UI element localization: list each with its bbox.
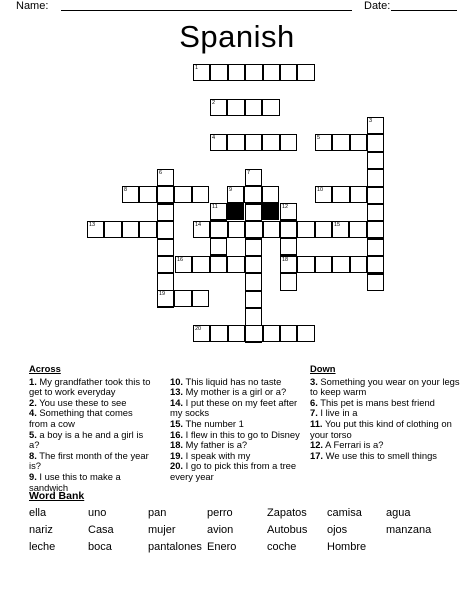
word-bank-word: perro	[207, 507, 233, 519]
crossword-cell[interactable]	[245, 325, 262, 342]
cell-number: 15	[334, 222, 341, 228]
crossword-cell[interactable]	[244, 186, 261, 203]
clue-number: 11.	[310, 417, 323, 429]
crossword-cell[interactable]	[228, 64, 245, 81]
crossword-cell[interactable]	[193, 325, 210, 342]
crossword-cell[interactable]	[157, 169, 174, 186]
word-bank-word: Casa	[88, 524, 114, 536]
crossword-cell[interactable]	[367, 169, 384, 186]
crossword-cell[interactable]	[210, 99, 227, 116]
clue-item	[29, 377, 154, 398]
crossword-cell[interactable]	[227, 134, 244, 151]
cell-number: 1	[195, 65, 199, 71]
clue-number: 4.	[29, 407, 37, 419]
crossword-cell[interactable]	[315, 186, 332, 203]
clue-text: The first month of the year is?	[29, 449, 149, 472]
crossword-cell[interactable]	[350, 256, 367, 273]
crossword-cell[interactable]	[297, 256, 314, 273]
clue-number: 1.	[29, 375, 37, 387]
clue-text: I live in a	[317, 407, 358, 419]
crossword-cell[interactable]	[280, 238, 297, 255]
crossword-cell[interactable]	[263, 64, 280, 81]
clue-item	[29, 408, 154, 429]
cell-number: 18	[282, 257, 289, 263]
crossword-cell[interactable]	[315, 134, 332, 151]
word-bank-word: Hombre	[327, 541, 367, 553]
crossword-cell[interactable]	[263, 325, 280, 342]
clue-number: 19.	[170, 449, 184, 461]
clue-number: 18.	[170, 439, 184, 451]
crossword-cell[interactable]	[245, 134, 262, 151]
clue-item	[29, 451, 154, 472]
crossword-cell[interactable]	[367, 274, 384, 291]
crossword-cell[interactable]	[175, 256, 192, 273]
crossword-cell[interactable]	[228, 221, 245, 238]
crossword-cell[interactable]	[192, 186, 209, 203]
cell-number: 3	[369, 118, 373, 124]
crossword-cell[interactable]	[280, 256, 297, 273]
cell-number: 6	[159, 170, 163, 176]
clue-text: I flew in this to go to Disney	[183, 428, 300, 440]
clue-text: I go to pick this from a tree every year	[170, 460, 297, 482]
word-bank-word: uno	[88, 507, 107, 519]
clue-text: You use these to see	[36, 396, 127, 408]
word-bank-word: pan	[148, 507, 167, 519]
crossword-cell[interactable]	[227, 256, 244, 273]
crossword-cell[interactable]	[332, 134, 349, 151]
word-bank-word: avion	[207, 524, 234, 536]
clue-text: This pet is mans best friend	[317, 396, 435, 408]
clue-number: 15.	[170, 417, 184, 429]
word-bank-title: Word Bank	[29, 490, 85, 502]
clue-number: 5.	[29, 428, 37, 440]
crossword-cell[interactable]	[280, 203, 297, 220]
crossword-cell[interactable]	[367, 204, 384, 221]
across-clues-continued	[170, 364, 310, 483]
crossword-cell[interactable]	[315, 256, 332, 273]
crossword-cell[interactable]	[297, 64, 314, 81]
cell-number: 11	[212, 204, 218, 210]
crossword-cell[interactable]	[262, 134, 279, 151]
down-heading: Down	[310, 363, 336, 374]
cell-number: 4	[212, 135, 216, 141]
crossword-block	[262, 203, 279, 220]
clue-text: This liquid has no taste	[183, 375, 282, 387]
crossword-cell[interactable]	[280, 64, 297, 81]
crossword-cell[interactable]	[332, 256, 349, 273]
clue-item	[310, 419, 460, 440]
crossword-cell[interactable]	[210, 256, 227, 273]
crossword-cell[interactable]	[174, 186, 191, 203]
crossword-cell[interactable]	[280, 221, 297, 238]
clue-text: A Ferrari is a?	[323, 439, 384, 451]
word-bank-word: pantalones	[148, 541, 202, 553]
cell-number: 13	[89, 222, 96, 228]
clue-text: Something that comes from a cow	[29, 407, 133, 429]
crossword-cell[interactable]	[157, 290, 174, 307]
clue-number: 3.	[310, 375, 318, 387]
clue-text: You put this kind of clothing on your torso	[310, 417, 452, 440]
crossword-cell[interactable]	[157, 239, 174, 256]
clue-item	[29, 430, 154, 451]
cell-number: 7	[247, 170, 251, 176]
clue-text: I speak with my	[183, 449, 251, 461]
name-label: Name:	[16, 0, 49, 12]
word-bank-word: ojos	[327, 524, 348, 536]
word-bank-word: agua	[386, 507, 411, 519]
crossword-cell[interactable]	[367, 239, 384, 256]
crossword-cell[interactable]	[174, 290, 191, 307]
word-bank-word: manzana	[386, 524, 432, 536]
date-label: Date:	[364, 0, 391, 12]
page-title: Spanish	[179, 19, 295, 54]
clue-number: 17.	[310, 449, 324, 461]
crossword-cell[interactable]	[367, 134, 384, 151]
clue-text: I use this to make a sandwich	[29, 470, 121, 493]
crossword-cell[interactable]	[349, 221, 366, 238]
clue-item	[310, 377, 460, 398]
crossword-cell[interactable]	[297, 221, 314, 238]
clue-item	[170, 461, 310, 482]
crossword-cell[interactable]	[332, 186, 349, 203]
crossword-cell[interactable]	[280, 325, 297, 342]
clue-text: a boy is a he and a girl is a?	[29, 428, 144, 451]
crossword-cell[interactable]	[245, 204, 262, 221]
crossword-cell[interactable]	[350, 186, 367, 203]
crossword-cell[interactable]	[210, 134, 227, 151]
crossword-cell[interactable]	[262, 186, 279, 203]
crossword-cell[interactable]	[227, 99, 244, 116]
crossword-cell[interactable]	[157, 186, 174, 203]
crossword-cell[interactable]	[245, 169, 262, 186]
word-bank-word: coche	[267, 541, 297, 553]
crossword-block	[227, 203, 244, 220]
word-bank-word: Enero	[207, 541, 237, 553]
crossword-cell[interactable]	[228, 325, 245, 342]
word-bank-word: ella	[29, 507, 47, 519]
clue-number: 6.	[310, 396, 318, 408]
clue-text: My mother is a girl or a?	[183, 386, 287, 398]
crossword-cell[interactable]	[227, 186, 244, 203]
word-bank-word: leche	[29, 541, 56, 553]
clue-text: The number 1	[183, 417, 244, 429]
crossword-cell[interactable]	[210, 221, 227, 238]
crossword-cell[interactable]	[192, 290, 209, 307]
crossword-cell[interactable]	[157, 273, 174, 290]
cell-number: 8	[124, 187, 128, 193]
crossword-cell[interactable]	[210, 64, 227, 81]
word-bank-word: camisa	[327, 507, 362, 519]
crossword-cell[interactable]	[350, 134, 367, 151]
clue-text: Something you wear on your legs to keep warm	[310, 375, 460, 398]
cell-number: 12	[282, 204, 289, 210]
crossword-cell[interactable]	[367, 117, 384, 134]
crossword-cell[interactable]	[332, 221, 349, 238]
crossword-cell[interactable]	[263, 221, 280, 238]
cell-number: 19	[159, 291, 166, 297]
clue-text: My grandfather took this to get to work everyday	[29, 375, 151, 398]
crossword-cell[interactable]	[192, 256, 209, 273]
crossword-cell[interactable]	[122, 186, 139, 203]
clue-number: 10.	[170, 375, 184, 387]
crossword-cell[interactable]	[139, 221, 156, 238]
cell-number: 2	[212, 100, 216, 106]
clue-number: 16.	[170, 428, 184, 440]
down-clues	[310, 364, 460, 461]
crossword-cell[interactable]	[367, 187, 384, 204]
crossword-cell[interactable]	[245, 256, 262, 273]
clue-number: 20.	[170, 460, 184, 472]
crossword-cell[interactable]	[139, 186, 156, 203]
crossword-cell[interactable]	[245, 273, 262, 290]
crossword-cell[interactable]	[193, 64, 210, 81]
cell-number: 9	[229, 187, 233, 193]
crossword-cell[interactable]	[210, 238, 227, 255]
clue-item	[170, 398, 310, 419]
crossword-cell[interactable]	[245, 221, 262, 238]
crossword-cell[interactable]	[87, 221, 104, 238]
word-bank-word: boca	[88, 541, 112, 553]
cell-number: 16	[177, 257, 184, 263]
crossword-cell[interactable]	[210, 325, 227, 342]
crossword-cell[interactable]	[245, 239, 262, 256]
word-bank-word: mujer	[148, 524, 176, 536]
clue-number: 12.	[310, 439, 324, 451]
crossword-cell[interactable]	[104, 221, 121, 238]
crossword-cell[interactable]	[245, 64, 262, 81]
crossword-cell[interactable]	[367, 256, 384, 273]
word-bank-word: Autobus	[267, 524, 308, 536]
clue-number: 9.	[29, 470, 37, 482]
crossword-cell[interactable]	[157, 221, 174, 238]
across-heading: Across	[29, 363, 61, 374]
crossword-cell[interactable]	[122, 221, 139, 238]
across-clues	[29, 364, 154, 493]
cell-number: 20	[195, 326, 202, 332]
cell-number: 10	[317, 187, 324, 193]
crossword-cell[interactable]	[367, 221, 384, 238]
crossword-cell[interactable]	[245, 308, 262, 325]
crossword-cell[interactable]	[280, 134, 297, 151]
crossword-cell[interactable]	[157, 256, 174, 273]
clue-number: 2.	[29, 396, 37, 408]
cell-number: 5	[317, 135, 321, 141]
crossword-cell[interactable]	[297, 325, 314, 342]
clue-number: 14.	[170, 396, 184, 408]
clue-text: I put these on my feet after my socks	[170, 396, 298, 419]
clue-number: 13.	[170, 386, 184, 398]
clue-item	[310, 451, 460, 462]
crossword-cell[interactable]	[157, 204, 174, 221]
crossword-cell[interactable]	[262, 99, 279, 116]
crossword-cell[interactable]	[245, 291, 262, 308]
crossword-cell[interactable]	[245, 99, 262, 116]
clue-text: We use this to smell things	[323, 449, 437, 461]
clue-number: 7.	[310, 407, 318, 419]
crossword-cell[interactable]	[280, 273, 297, 290]
crossword-cell[interactable]	[193, 221, 210, 238]
crossword-cell[interactable]	[315, 221, 332, 238]
word-bank-word: Zapatos	[267, 507, 307, 519]
crossword-cell[interactable]	[210, 203, 227, 220]
word-bank-word: nariz	[29, 524, 53, 536]
clue-number: 8.	[29, 449, 37, 461]
cell-number: 14	[195, 222, 202, 228]
clue-text: My father is a?	[183, 439, 248, 451]
crossword-cell[interactable]	[367, 152, 384, 169]
